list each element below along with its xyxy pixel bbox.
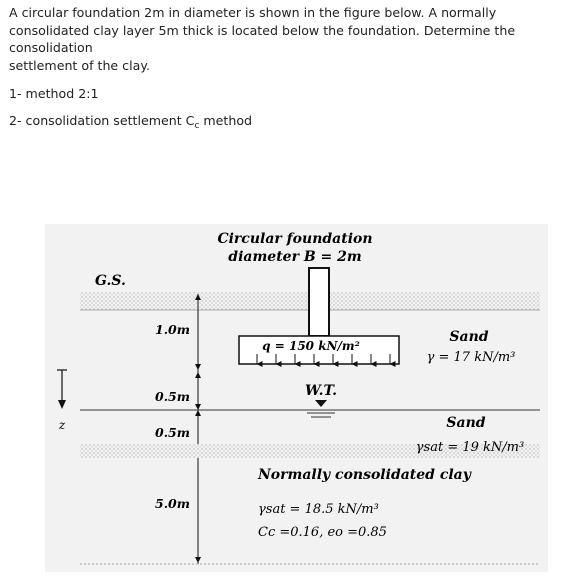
depth-label-2: 0.5m	[155, 389, 190, 404]
statement-line-2: consolidated clay layer 5m thick is located below the foundation. Determine the consolidation	[9, 22, 516, 55]
sand-layer-1-unit-weight: γ = 17 kN/m³	[426, 350, 516, 365]
statement-line-3: settlement of the clay.	[9, 57, 150, 73]
sand-layer-2-unit-weight: γsat = 19 kN/m³	[415, 440, 525, 455]
clay-parameters: Cc =0.16, eo =0.85	[258, 525, 387, 540]
task-2: 2- consolidation settlement $C_c$ method	[9, 112, 253, 131]
clay-layer-name: Normally consolidated clay	[258, 467, 471, 483]
problem-statement	[9, 4, 579, 74]
task-1: 1- method 2:1	[9, 86, 99, 101]
ground-surface-label: G.S.	[95, 273, 126, 289]
sand-layer-1-name: Sand	[449, 329, 489, 345]
z-axis-label: z	[58, 418, 66, 432]
statement-line-1: A circular foundation 2m in diameter is shown in the figure below. A normally	[9, 5, 497, 20]
depth-label-3: 0.5m	[155, 425, 190, 440]
foundation-title: Circular foundation	[217, 231, 373, 247]
water-table-symbol	[315, 400, 327, 407]
sand-layer-2-name: Sand	[446, 415, 486, 431]
question-text	[9, 4, 579, 129]
foundation-column	[309, 268, 329, 336]
depth-label-4: 5.0m	[155, 496, 190, 511]
soil-profile-figure	[45, 224, 548, 572]
z-axis-arrow	[57, 370, 67, 409]
depth-label-1: 1.0m	[155, 322, 190, 337]
load-label: q = 150 kN/m²	[262, 339, 360, 353]
clay-unit-weight: γsat = 18.5 kN/m³	[258, 502, 379, 517]
foundation-diameter: diameter B = 2m	[228, 249, 362, 265]
water-table-label: W.T.	[305, 383, 337, 399]
